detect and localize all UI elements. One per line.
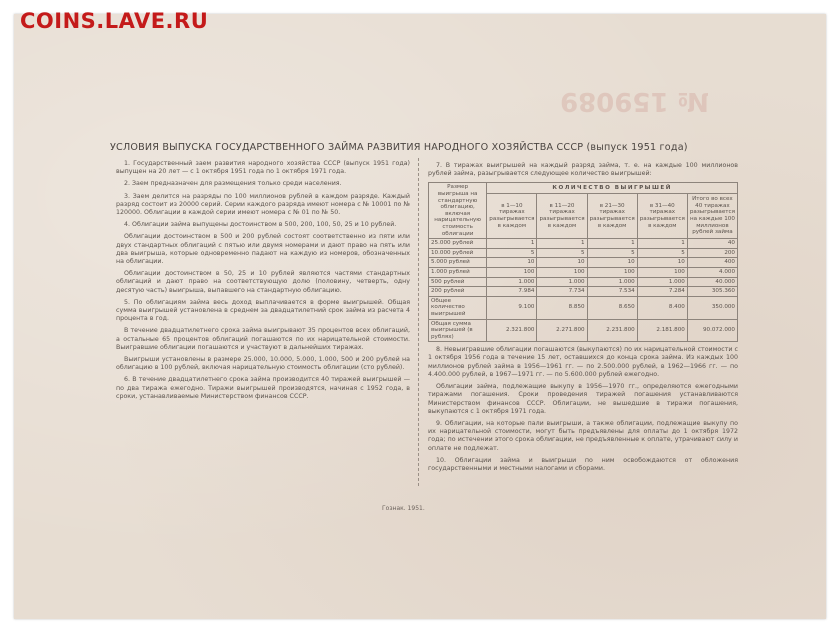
prize-row-value: 7.534: [587, 287, 637, 297]
prize-row-value: 100: [487, 267, 537, 277]
prize-table: [428, 182, 738, 342]
prize-table-column-header: в 1—10 тиражах разыгрывается в каждом: [487, 193, 537, 239]
printer-imprint: Гознак. 1951.: [382, 505, 425, 512]
prize-row-label: Общая сумма выигрышей (в рублях): [429, 319, 487, 342]
prize-row-value: 4.000: [687, 267, 737, 277]
prize-row-value: 1: [537, 239, 587, 249]
prize-table-corner-header: Размер выигрыша на стандартную облигацию, включая нарицательную стоимость облигации: [429, 183, 487, 239]
condition-paragraph: Выигрыши установлены в размере 25.000, 10.000, 5.000, 1.000, 500 и 200 рублей на облигацию в 100 рублей, включая нарицательную стоимость облигации (сто рублей).: [116, 356, 410, 372]
prize-row-value: 10: [637, 258, 687, 268]
prize-table-row: [429, 287, 738, 297]
prize-row-label: 10.000 рублей: [429, 248, 487, 258]
prize-table-column-header: в 21—30 тиражах разыгрывается в каждом: [587, 193, 637, 239]
conditions-right-column: [428, 162, 738, 477]
prize-row-label: Общее количество выигрышей: [429, 296, 487, 319]
prize-row-value: 7.284: [637, 287, 687, 297]
prize-table-column-header: в 11—20 тиражах разыгрывается в каждом: [537, 193, 587, 239]
prize-table-row: [429, 267, 738, 277]
site-watermark: COINS.LAVE.RU: [20, 9, 209, 33]
prize-row-value: 40: [687, 239, 737, 249]
prize-row-value: 305.360: [687, 287, 737, 297]
prize-table-row: [429, 239, 738, 249]
prize-row-value: 1.000: [637, 277, 687, 287]
prize-row-value: 40.000: [687, 277, 737, 287]
prize-row-value: 8.850: [537, 296, 587, 319]
prize-table-group-header: КОЛИЧЕСТВО ВЫИГРЫШЕЙ: [487, 183, 738, 193]
prize-table-column-header: Итого во всех 40 тиражах разыгрывается на каждые 100 миллионов рублей займа: [687, 193, 737, 239]
prize-table-row: [429, 319, 738, 342]
prize-row-label: 500 рублей: [429, 277, 487, 287]
prize-table-column-header: в 31—40 тиражах разыгрывается в каждом: [637, 193, 687, 239]
condition-paragraph: Облигации достоинством в 500 и 200 рублей состоят соответственно из пяти или двух стандартных облигаций с пятью или двумя номерами и дают право на пять или два выигрыша, которые одновременно падают на каждую из номеров, обозначенных на облигации.: [116, 233, 410, 266]
prize-row-value: 200: [687, 248, 737, 258]
prize-table-row: [429, 296, 738, 319]
bond-serial-number: № 159089: [560, 86, 709, 116]
condition-paragraph: 5. По облигациям займа весь доход выплачивается в форме выигрышей. Общая сумма выигрышей установлена в среднем за двадцатилетний срок займа из расчета 4 процента в год.: [116, 298, 410, 323]
condition-paragraph: 8. Невыигравшие облигации погашаются (выкупаются) по их нарицательной стоимости с 1 октября 1956 года в течение 15 лет, оставшихся до конца срока займа. Из каждых 100 миллионов рублей займа в 1956—1961 гг. — по 2.500.000 рублей, в 1962—1966 гг. — по 4.400.000 рублей, в 1967—1971 гг. — по 5.600.000 рублей ежегодно.: [428, 346, 738, 378]
prize-row-value: 7.984: [487, 287, 537, 297]
condition-paragraph: В течение двадцатилетнего срока займа выигрывают 35 процентов всех облигаций, а остальные 65 процентов облигаций погашаются по их нарицательной стоимости. Выигравшие облигации погашаются и участвуют в дальнейших тиражах.: [116, 327, 410, 351]
document-title: УСЛОВИЯ ВЫПУСКА ГОСУДАРСТВЕННОГО ЗАЙМА РАЗВИТИЯ НАРОДНОГО ХОЗЯЙСТВА СССР (выпуск 1951 года): [110, 142, 688, 153]
prize-row-value: 10: [537, 258, 587, 268]
condition-paragraph: Облигации займа, подлежащие выкупу в 1956—1970 гг., определяются ежегодными тиражами погашения. Сроки проведения тиражей погашения устанавливаются Министерством финансов СССР. Облигации, не вышедшие в тиражи погашения, выкупаются с 1 октября 1971 года.: [428, 383, 738, 415]
prize-row-value: 8.650: [587, 296, 637, 319]
prize-row-label: 25.000 рублей: [429, 239, 487, 249]
condition-paragraph: 10. Облигации займа и выигрыши по ним освобождаются от обложения государственными и местными налогами и сборами.: [428, 456, 738, 472]
prize-row-value: 350.000: [687, 296, 737, 319]
condition-paragraph: 4. Облигации займа выпущены достоинством в 500, 200, 100, 50, 25 и 10 рублей.: [124, 221, 397, 229]
prize-row-value: 2.271.800: [537, 319, 587, 342]
prize-row-value: 100: [587, 267, 637, 277]
prize-row-value: 9.100: [487, 296, 537, 319]
prize-row-value: 5: [537, 248, 587, 258]
prize-row-value: 1.000: [587, 277, 637, 287]
prize-row-value: 1.000: [537, 277, 587, 287]
condition-paragraph: 1. Государственный заем развития народного хозяйства СССР (выпуск 1951 года) выпущен на 20 лет — с 1 октября 1951 года по 1 октября 1971 года.: [116, 160, 410, 176]
prize-row-value: 1: [487, 239, 537, 249]
prize-row-value: 400: [687, 258, 737, 268]
prize-table-intro: 7. В тиражах выигрышей на каждый разряд займа, т. е. на каждые 100 миллионов рублей займа, разыгрывается следующее количество выигрышей:: [428, 162, 738, 178]
prize-row-value: 5: [637, 248, 687, 258]
prize-row-value: 100: [637, 267, 687, 277]
condition-paragraph: 3. Заем делится на разряды по 100 миллионов рублей в каждом разряде. Каждый разряд состоит из 20000 серий. Серии каждого разряда имеют номера с № 10001 по № 120000. Облигации в каждой серии имеют номера с № 01 по № 50.: [116, 192, 410, 217]
prize-row-label: 1.000 рублей: [429, 267, 487, 277]
prize-row-value: 7.734: [537, 287, 587, 297]
prize-row-value: 5: [487, 248, 537, 258]
prize-row-value: 5: [587, 248, 637, 258]
prize-row-value: 1.000: [487, 277, 537, 287]
prize-row-value: 100: [537, 267, 587, 277]
prize-row-value: 2.181.800: [637, 319, 687, 342]
prize-table-row: [429, 248, 738, 258]
condition-paragraph: 9. Облигации, на которые пали выигрыши, а также облигации, подлежащие выкупу по их нарицательной стоимости, могут быть предъявлены для оплаты до 1 октября 1972 года; по истечении этого срока облигации, не предъявленные к оплате, утрачивают силу и оплате не подлежат.: [428, 419, 738, 452]
prize-row-value: 1: [637, 239, 687, 249]
condition-paragraph: Облигации достоинством в 50, 25 и 10 рублей являются частями стандартных облигаций и дают право на соответствующую долю (половину, четверть, одну десятую часть) выигрыша, выпавшего на стандартную облигацию.: [116, 270, 410, 294]
prize-table-row: [429, 258, 738, 268]
prize-row-label: 200 рублей: [429, 287, 487, 297]
prize-table-row: [429, 277, 738, 287]
prize-row-value: 2.231.800: [587, 319, 637, 342]
prize-row-value: 10: [587, 258, 637, 268]
prize-row-value: 8.400: [637, 296, 687, 319]
prize-row-value: 10: [487, 258, 537, 268]
condition-paragraph: 6. В течение двадцатилетнего срока займа производится 40 тиражей выигрышей — по два тиража ежегодно. Тиражи выигрышей производятся, начиная с 1952 года, в сроки, устанавливаемые Министерством финансов СССР.: [116, 376, 410, 400]
prize-row-label: 5.000 рублей: [429, 258, 487, 268]
condition-paragraph: 2. Заем предназначен для размещения только среди населения.: [124, 180, 342, 188]
prize-row-value: 2.321.800: [487, 319, 537, 342]
column-divider: [418, 158, 420, 486]
prize-row-value: 1: [587, 239, 637, 249]
prize-row-value: 90.072.000: [687, 319, 737, 342]
conditions-left-column: [116, 160, 410, 405]
